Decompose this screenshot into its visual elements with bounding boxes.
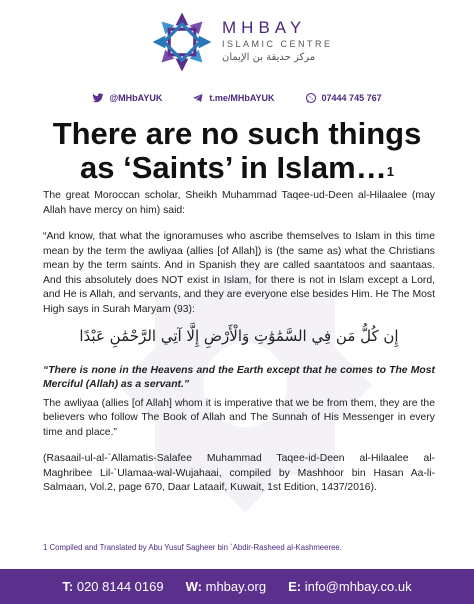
web-value: mhbay.org	[205, 579, 267, 594]
footer-web[interactable]	[186, 579, 266, 594]
footer-email[interactable]	[288, 579, 412, 594]
whatsapp-icon	[305, 92, 317, 104]
social-whatsapp[interactable]	[305, 92, 382, 104]
title-line-1: There are no such things	[52, 116, 422, 151]
brand-subtitle: ISLAMIC CENTRE	[222, 39, 333, 49]
title-footnote-ref: 1	[386, 164, 394, 179]
verse-translation: “There is none in the Heavens and the Earth except that he comes to The Most Merciful (Allah) as a servant.”	[43, 364, 435, 390]
footer-bar	[0, 569, 474, 604]
footer-phone[interactable]	[62, 579, 163, 594]
header	[0, 8, 474, 74]
arabic-verse: إِن كُلُّ مَن فِي السَّمَٰوَٰتِ وَالْأَرْضِ إِلَّا آتِي الرَّحْمَٰنِ عَبْدًا	[79, 327, 399, 345]
phone-label: T:	[62, 579, 74, 594]
email-value: info@mhbay.co.uk	[304, 579, 412, 594]
conclusion-paragraph: The awliyaa (allies [of Allah] whom it is imperative that we be from them, they are the believers who follow The Book of Allah and The Sunnah of His Messenger in every time and place.”	[43, 397, 435, 438]
intro-paragraph: The great Moroccan scholar, Sheikh Muhammad Taqee-ud-Deen al-Hilaalee (may Allah have mercy on him) said:	[43, 190, 435, 216]
whatsapp-number: 07444 745 767	[321, 93, 382, 103]
footnote: 1 Compiled and Translated by Abu Yusuf Sagheer bin `Abdir-Rasheed al-Kashmeeree.	[43, 543, 342, 552]
title-line-2: as ‘Saints’ in Islam…	[80, 150, 387, 185]
web-label: W:	[185, 579, 202, 594]
social-twitter[interactable]	[92, 92, 162, 104]
quote-paragraph: “And know, that what the ignoramuses who ascribe themselves to Islam in this time mean by the term the awliyaa (allies [of Allah]) is (the same as) what the Christians mean by the term saints. And in Spanish they are called saantatoos and saantaas. And this absolutely does NOT exist in Islam, for there is not in Islam except a Lord, and He is Allah, and servants, and they are everyone else besides Him. He The Most High says in Surah Maryam (93):	[43, 231, 435, 315]
brand-name: MHBAY	[222, 18, 307, 37]
telegram-link: t.me/MHbAYUK	[209, 93, 275, 103]
star-logo-icon	[150, 10, 214, 74]
phone-value: 020 8144 0169	[76, 579, 164, 594]
reference-paragraph: (Rasaail-ul-al-`Allamatis-Salafee Muhammad Taqee-id-Deen al-Hilaalee al-Maghribee Lil-`Ulamaa-wal-Wujahaai, compiled by Mashhoor bin Hasan Aa-li-Salmaan, Vol.2, page 670, Daar Lataaif, Kuwait, 1st Edition, 1437/2016).	[43, 453, 435, 493]
telegram-icon	[192, 92, 204, 104]
social-bar	[0, 92, 474, 104]
social-telegram[interactable]	[192, 92, 274, 104]
brand-arabic: مركز حديقة بن الإيمان	[222, 52, 316, 63]
twitter-handle: @MHbAYUK	[109, 93, 163, 103]
email-label: E:	[288, 579, 302, 594]
page-title	[0, 117, 474, 185]
article-body	[43, 189, 435, 508]
twitter-icon	[92, 92, 104, 104]
